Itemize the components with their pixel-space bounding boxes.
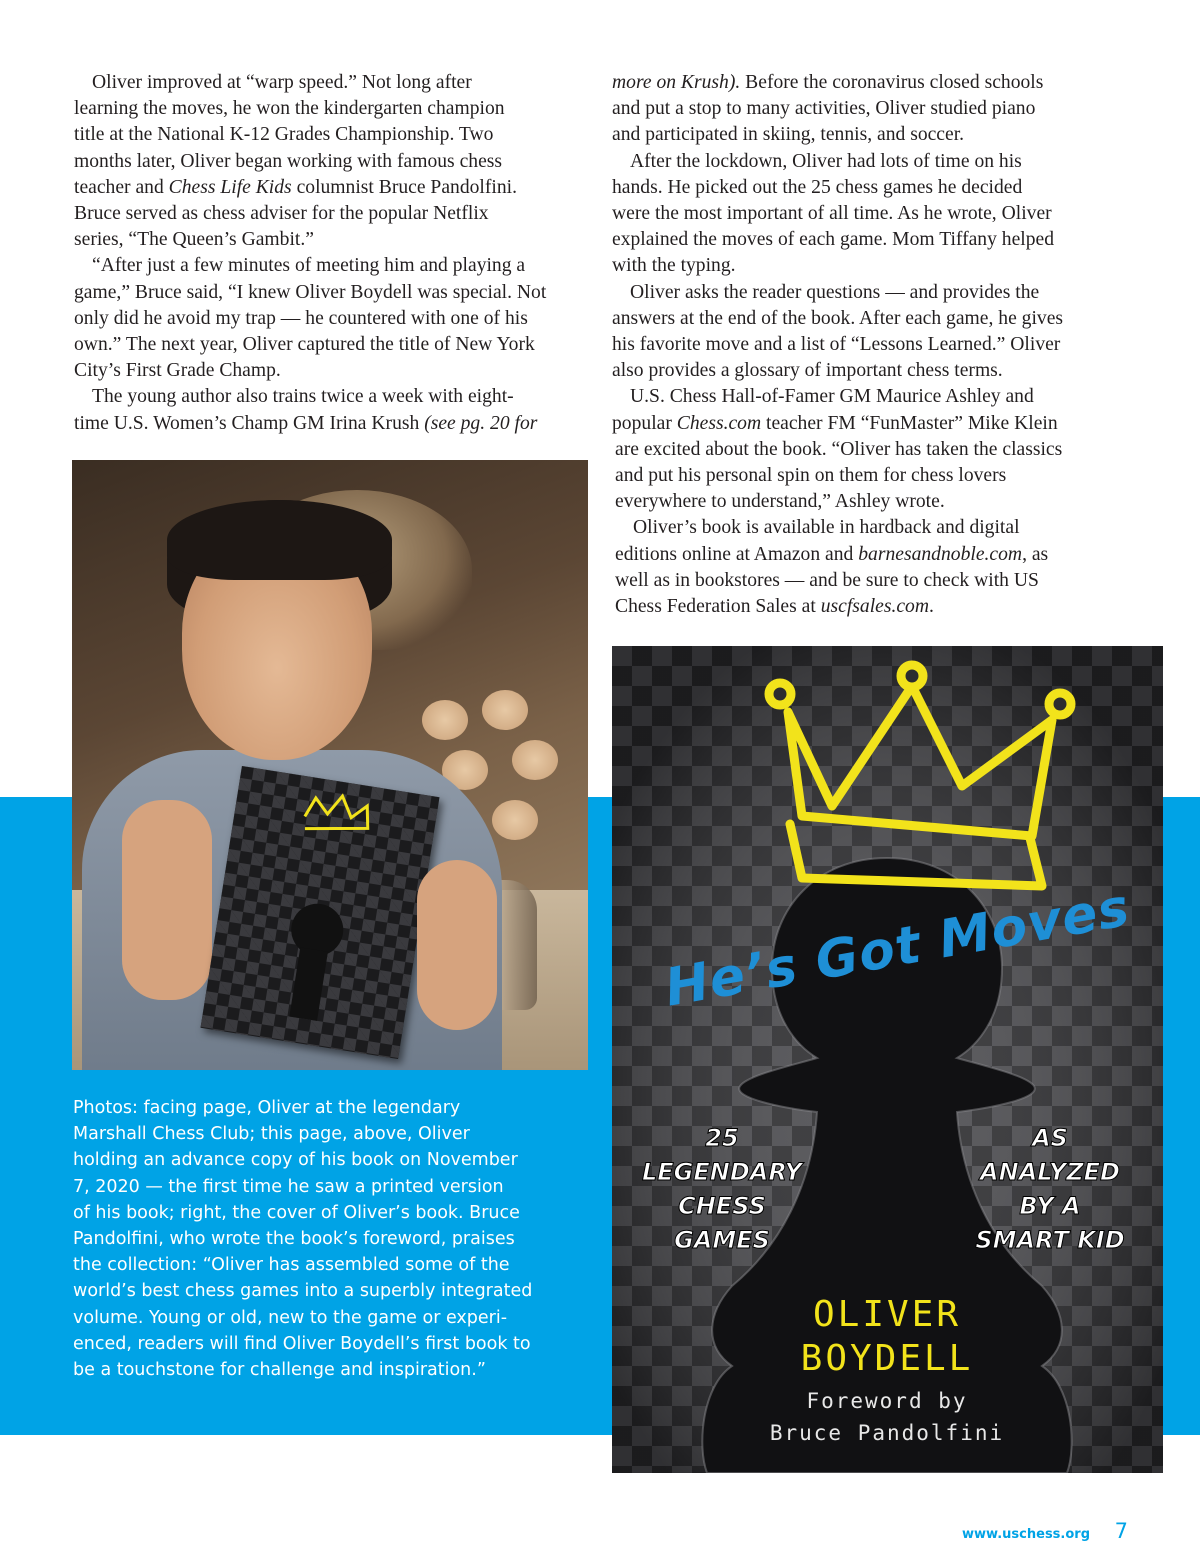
blurb-line: LEGENDARY [641,1158,803,1186]
blurb-line: CHESS [678,1192,766,1220]
text-line: popular Chess.com teacher FM “FunMaster” Mike Klein [612,412,1058,434]
blurb-line: ANALYZED [980,1158,1120,1186]
caption-line: Pandolfini, who wrote the book’s foreword, praises [73,1229,515,1250]
magazine-title: Chess Life Kids [168,176,292,198]
book-cover-art [612,646,1163,1473]
book-in-photo [201,766,440,1059]
text-line: his favorite move and a list of “Lessons Learned.” Oliver [612,334,1061,356]
text-line: more on Krush). Before the coronavirus closed schools [612,72,1044,93]
caption-line: be a touchstone for challenge and inspiration.” [73,1360,486,1381]
text-line: and participated in skiing, tennis, and soccer. [612,124,965,146]
text-line: series, “The Queen’s Gambit.” [74,229,314,251]
caption-line: volume. Young or old, new to the game or experi- [73,1307,508,1328]
text-line: well as in bookstores — and be sure to check with US [615,569,1039,591]
paragraph [612,515,1120,620]
text-line: Oliver improved at “warp speed.” Not long after [92,72,472,93]
text-line: editions online at Amazon and barnesandnoble.com, as [615,543,1049,565]
hand-shape [122,800,212,1000]
foreword-line: Foreword by [806,1389,968,1413]
caption-line: holding an advance copy of his book on November [73,1150,518,1171]
text-line: title at the National K-12 Grades Championship. Two [74,124,494,146]
text-line: Oliver’s book is available in hardback and digital [633,517,1020,539]
text-line: own.” The next year, Oliver captured the title of New York [74,334,535,356]
paragraph [612,149,1120,280]
text-line: time U.S. Women’s Champ GM Irina Krush (see pg. 20 for [74,412,538,434]
caption-line: enced, readers will find Oliver Boydell’s first book to [73,1333,531,1354]
text-line: explained the moves of each game. Mom Tiffany helped [612,229,1055,251]
text-line: are excited about the book. “Oliver has taken the classics [615,438,1063,460]
text-line: everywhere to understand,” Ashley wrote. [615,491,945,513]
text-line: hands. He picked out the 25 chess games he decided [612,176,1023,198]
photo-caption [73,1095,593,1383]
article-column-right [612,70,1120,620]
text-line: “After just a few minutes of meeting him and playing a [92,255,526,277]
book-cover [612,646,1163,1473]
text-line: were the most important of all time. As he wrote, Oliver [612,203,1052,225]
blurb-line: GAMES [674,1226,770,1254]
text-line: only did he avoid my trap — he countered with one of his [74,307,528,329]
footer-url[interactable]: www.uschess.org [962,1527,1090,1542]
article-column-left [74,70,586,437]
text-line: game,” Bruce said, “I knew Oliver Boydell was special. Not [74,281,547,303]
text-line: Oliver asks the reader questions — and provides the [630,281,1040,303]
paragraph [612,280,1120,385]
blurb-line: BY A [1019,1192,1081,1220]
foreword-line: Bruce Pandolfini [769,1421,1005,1445]
text-line: with the typing. [612,255,736,277]
caption-line: of his book; right, the cover of Oliver’s book. Bruce [73,1202,520,1223]
blurb-line: 25 [705,1124,739,1152]
text-line: months later, Oliver began working with famous chess [74,150,503,172]
paragraph [612,384,1120,515]
text-line: Chess Federation Sales at uscfsales.com. [615,596,934,618]
text-line: answers at the end of the book. After each game, he gives [612,307,1064,329]
text-line: teacher and Chess Life Kids columnist Bruce Pandolfini. [74,176,517,198]
paragraph [74,70,586,253]
paragraph [612,70,1120,149]
hand-shape [417,860,497,1030]
page-number: 7 [1114,1519,1128,1543]
caption-line: the collection: “Oliver has assembled some of the [73,1255,510,1276]
photo-boy-holding-book [72,460,588,1070]
text-line: City’s First Grade Champ. [74,360,281,382]
text-line: and put his personal spin on them for chess lovers [615,465,1007,487]
caption-line: 7, 2020 — the first time he saw a printed version [73,1176,504,1197]
caption-line: world’s best chess games into a superbly integrated [73,1281,533,1302]
caption-line: Photos: facing page, Oliver at the legendary [73,1098,461,1118]
cover-title: He’s Got Moves [660,877,1135,1019]
text-line: learning the moves, he won the kindergarten champion [74,98,505,120]
author-last: BOYDELL [800,1338,974,1379]
blurb-line: AS [1032,1124,1068,1152]
text-line: Bruce served as chess adviser for the popular Netflix [74,203,489,225]
text-line: The young author also trains twice a week with eight- [92,386,514,408]
author-first: OLIVER [812,1294,962,1335]
text-line: U.S. Chess Hall-of-Famer GM Maurice Ashley and [630,386,1034,408]
paragraph [74,384,586,436]
text-line: also provides a glossary of important chess terms. [612,360,1003,382]
blurb-line: SMART KID [975,1226,1125,1254]
caption-line: Marshall Chess Club; this page, above, Oliver [73,1124,470,1145]
paragraph [74,253,586,384]
text-line: and put a stop to many activities, Oliver studied piano [612,98,1036,120]
text-line: After the lockdown, Oliver had lots of time on his [630,150,1022,172]
